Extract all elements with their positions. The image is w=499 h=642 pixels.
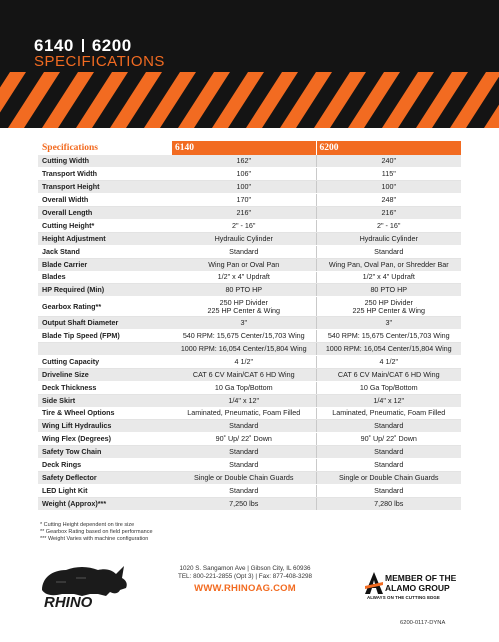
- spec-label: Height Adjustment: [38, 232, 172, 245]
- spec-value-6140: [172, 194, 316, 207]
- table-row: [38, 297, 461, 317]
- table-row: [38, 381, 461, 394]
- spec-value-6140: [172, 420, 316, 433]
- spec-label: Deck Thickness: [38, 381, 172, 394]
- spec-value-6140: [172, 245, 316, 258]
- spec-value-6200: [316, 284, 461, 297]
- spec-table-wrap: [38, 141, 461, 511]
- spec-table-body: [38, 155, 461, 510]
- value-line: 250 HP Divider: [219, 297, 268, 307]
- table-row: [38, 258, 461, 271]
- model-b: 6200: [91, 36, 132, 55]
- spec-value-6200: [316, 168, 461, 181]
- value-line: 10 Ga Top/Bottom: [214, 382, 273, 392]
- value-line: 10 Ga Top/Bottom: [359, 382, 418, 392]
- spec-value-6140: [172, 368, 316, 381]
- spec-value-6200: [316, 446, 461, 459]
- spec-value-6140: [172, 394, 316, 407]
- table-row: [38, 245, 461, 258]
- footnote: ** Gearbox Rating based on field performance: [40, 529, 153, 535]
- spec-value-6140: [172, 343, 316, 356]
- table-row: [38, 271, 461, 284]
- table-row: [38, 394, 461, 407]
- spec-label: Wing Flex (Degrees): [38, 433, 172, 446]
- value-line: 1/4" x 12": [373, 395, 405, 405]
- spec-value-6140: [172, 330, 316, 343]
- spec-value-6140: [172, 271, 316, 284]
- spec-value-6140: [172, 497, 316, 510]
- table-row: [38, 284, 461, 297]
- page-subtitle: SPECIFICATIONS: [34, 53, 165, 70]
- spec-value-6200: [316, 155, 461, 168]
- spec-label: Output Shaft Diameter: [38, 317, 172, 330]
- value-line: Standard: [374, 447, 404, 457]
- table-row: [38, 168, 461, 181]
- spec-value-6140: [172, 258, 316, 271]
- spec-value-6200: [316, 317, 461, 330]
- value-line: Standard: [374, 421, 404, 431]
- value-line: 100": [236, 182, 252, 192]
- title-separator: [82, 39, 84, 52]
- column-header-6200: 6200: [316, 141, 461, 155]
- value-line: 225 HP Center & Wing: [207, 305, 281, 315]
- spec-value-6140: [172, 297, 316, 317]
- value-line: Standard: [374, 460, 404, 470]
- value-line: Laminated, Pneumatic, Foam Filled: [187, 408, 301, 418]
- value-line: 1000 RPM: 16,054 Center/15,804 Wing: [325, 344, 452, 354]
- spec-value-6140: [172, 407, 316, 420]
- value-line: 4 1/2": [234, 356, 254, 366]
- table-row: [38, 471, 461, 484]
- spec-value-6200: [316, 245, 461, 258]
- value-line: 1/2" x 4" Updraft: [362, 272, 415, 282]
- document-id: 6200-0117-DYNA: [400, 620, 446, 626]
- value-line: Standard: [229, 485, 259, 495]
- value-line: CAT 6 CV Main/CAT 6 HD Wing: [337, 369, 440, 379]
- value-line: 162": [236, 156, 252, 166]
- value-line: 2" - 16": [232, 220, 256, 230]
- spec-value-6140: [172, 317, 316, 330]
- value-line: 7,280 lbs: [374, 498, 404, 508]
- spec-value-6200: [316, 394, 461, 407]
- spec-value-6140: [172, 484, 316, 497]
- value-line: 2" - 16": [377, 220, 401, 230]
- value-line: Laminated, Pneumatic, Foam Filled: [332, 408, 446, 418]
- value-line: 3": [240, 318, 248, 328]
- spec-value-6200: [316, 271, 461, 284]
- spec-value-6200: [316, 497, 461, 510]
- table-row: [38, 232, 461, 245]
- spec-value-6200: [316, 207, 461, 220]
- table-row: [38, 407, 461, 420]
- value-line: 1/2" x 4" Updraft: [217, 272, 270, 282]
- value-line: Standard: [229, 460, 259, 470]
- spec-value-6140: [172, 284, 316, 297]
- spec-label: Wing Lift Hydraulics: [38, 420, 172, 433]
- alamo-line-1: MEMBER OF THE: [385, 573, 457, 583]
- value-line: 100": [381, 182, 397, 192]
- spec-value-6140: [172, 381, 316, 394]
- footnote: * Cutting Height dependent on tire size: [40, 522, 135, 528]
- spec-value-6200: [316, 194, 461, 207]
- alamo-a-icon: [365, 572, 383, 594]
- contact-block: [160, 565, 330, 593]
- table-row: [38, 330, 461, 343]
- spec-label: Tire & Wheel Options: [38, 407, 172, 420]
- spec-value-6200: [316, 484, 461, 497]
- spec-value-6200: [316, 471, 461, 484]
- table-header-row: [38, 141, 461, 155]
- table-row: [38, 355, 461, 368]
- table-row: [38, 181, 461, 194]
- spec-value-6200: [316, 219, 461, 232]
- value-line: Standard: [229, 246, 259, 256]
- value-line: 240": [381, 156, 397, 166]
- table-row: [38, 484, 461, 497]
- spec-label: [38, 343, 172, 356]
- spec-label: Transport Height: [38, 181, 172, 194]
- spec-value-6140: [172, 471, 316, 484]
- spec-value-6200: [316, 459, 461, 472]
- spec-label: Overall Length: [38, 207, 172, 220]
- spec-value-6200: [316, 355, 461, 368]
- spec-value-6200: [316, 181, 461, 194]
- spec-label: Cutting Width: [38, 155, 172, 168]
- table-row: [38, 343, 461, 356]
- alamo-group-badge: [365, 570, 485, 610]
- value-line: 1/4" x 12": [228, 395, 260, 405]
- value-line: Wing Pan or Oval Pan: [208, 259, 280, 269]
- spec-value-6200: [316, 330, 461, 343]
- column-header-spec: Specifications: [42, 143, 98, 153]
- spec-label: Driveline Size: [38, 368, 172, 381]
- value-line: Standard: [229, 447, 259, 457]
- spec-label: Deck Rings: [38, 459, 172, 472]
- header-banner: [0, 0, 499, 128]
- value-line: Wing Pan, Oval Pan, or Shredder Bar: [328, 259, 449, 269]
- value-line: Hydraulic Cylinder: [214, 233, 273, 243]
- spec-label: Side Skirt: [38, 394, 172, 407]
- spec-value-6200: [316, 343, 461, 356]
- table-row: [38, 459, 461, 472]
- model-a: 6140: [34, 36, 74, 55]
- value-line: Hydraulic Cylinder: [359, 233, 418, 243]
- footnote: *** Weight Varies with machine configuration: [40, 536, 149, 542]
- value-line: 106": [236, 169, 252, 179]
- spec-value-6140: [172, 207, 316, 220]
- value-line: 250 HP Divider: [364, 297, 413, 307]
- table-row: [38, 155, 461, 168]
- spec-label: Blade Tip Speed (FPM): [38, 330, 172, 343]
- value-line: 4 1/2": [379, 356, 399, 366]
- value-line: 80 PTO HP: [370, 285, 408, 295]
- spec-value-6200: [316, 433, 461, 446]
- rhino-logo: [36, 560, 132, 610]
- value-line: 248": [381, 195, 397, 205]
- alamo-tagline: ALWAYS ON THE CUTTING EDGE: [367, 595, 440, 600]
- spec-label: Weight (Approx)***: [38, 497, 172, 510]
- spec-label: Blade Carrier: [38, 258, 172, 271]
- spec-value-6200: [316, 407, 461, 420]
- spec-value-6140: [172, 181, 316, 194]
- table-row: [38, 207, 461, 220]
- value-line: 115": [381, 169, 396, 179]
- value-line: 216": [236, 208, 252, 217]
- website-link[interactable]: WWW.RHINOAG.COM: [194, 583, 296, 594]
- spec-value-6200: [316, 381, 461, 394]
- footnotes: [40, 522, 153, 543]
- value-line: Single or Double Chain Guards: [194, 472, 294, 482]
- table-row: [38, 194, 461, 207]
- value-line: 540 RPM: 15,675 Center/15,703 Wing: [327, 331, 450, 341]
- value-line: Standard: [374, 485, 404, 495]
- spec-value-6200: [316, 368, 461, 381]
- spec-label: LED Light Kit: [38, 484, 172, 497]
- spec-value-6140: [172, 433, 316, 446]
- value-line: 225 HP Center & Wing: [352, 305, 426, 315]
- spec-value-6140: [172, 168, 316, 181]
- value-line: Single or Double Chain Guards: [339, 472, 439, 482]
- address-line: 1020 S. Sangamon Ave | Gibson City, IL 60936: [179, 565, 311, 572]
- value-line: 540 RPM: 15,675 Center/15,703 Wing: [182, 331, 305, 341]
- value-line: Standard: [229, 421, 259, 431]
- phone-line: TEL: 800-221-2855 (Opt 3) | Fax: 877-408-3298: [178, 573, 312, 580]
- value-line: 90˚ Up/ 22˚ Down: [360, 434, 417, 444]
- table-row: [38, 497, 461, 510]
- table-row: [38, 446, 461, 459]
- spec-value-6200: [316, 420, 461, 433]
- value-line: 216": [381, 208, 397, 217]
- spec-value-6140: [172, 219, 316, 232]
- value-line: 90˚ Up/ 22˚ Down: [215, 434, 272, 444]
- spec-label: Cutting Capacity: [38, 355, 172, 368]
- spec-label: Safety Tow Chain: [38, 446, 172, 459]
- spec-label: Cutting Height*: [38, 219, 172, 232]
- column-header-6140: 6140: [172, 141, 316, 155]
- spec-table: [38, 141, 461, 511]
- spec-value-6140: [172, 232, 316, 245]
- spec-label: HP Required (Min): [38, 284, 172, 297]
- table-row: [38, 420, 461, 433]
- table-row: [38, 317, 461, 330]
- spec-label: Safety Deflector: [38, 471, 172, 484]
- value-line: 3": [385, 318, 393, 328]
- spec-value-6200: [316, 258, 461, 271]
- rhino-wordmark: RHINO: [44, 594, 93, 610]
- value-line: Standard: [374, 246, 404, 256]
- value-line: 80 PTO HP: [225, 285, 263, 295]
- spec-label: Transport Width: [38, 168, 172, 181]
- value-line: CAT 6 CV Main/CAT 6 HD Wing: [192, 369, 295, 379]
- spec-value-6200: [316, 297, 461, 317]
- spec-label: Gearbox Rating**: [38, 297, 172, 317]
- spec-value-6140: [172, 155, 316, 168]
- spec-label: Overall Width: [38, 194, 172, 207]
- spec-value-6200: [316, 232, 461, 245]
- spec-value-6140: [172, 459, 316, 472]
- spec-label: Jack Stand: [38, 245, 172, 258]
- spec-value-6140: [172, 355, 316, 368]
- table-row: [38, 368, 461, 381]
- table-row: [38, 433, 461, 446]
- hazard-stripes: [0, 72, 499, 128]
- value-line: 7,250 lbs: [229, 498, 259, 508]
- table-row: [38, 219, 461, 232]
- alamo-line-2: ALAMO GROUP: [385, 583, 450, 593]
- spec-label: Blades: [38, 271, 172, 284]
- spec-value-6140: [172, 446, 316, 459]
- value-line: 1000 RPM: 16,054 Center/15,804 Wing: [180, 344, 307, 354]
- value-line: 170": [236, 195, 252, 205]
